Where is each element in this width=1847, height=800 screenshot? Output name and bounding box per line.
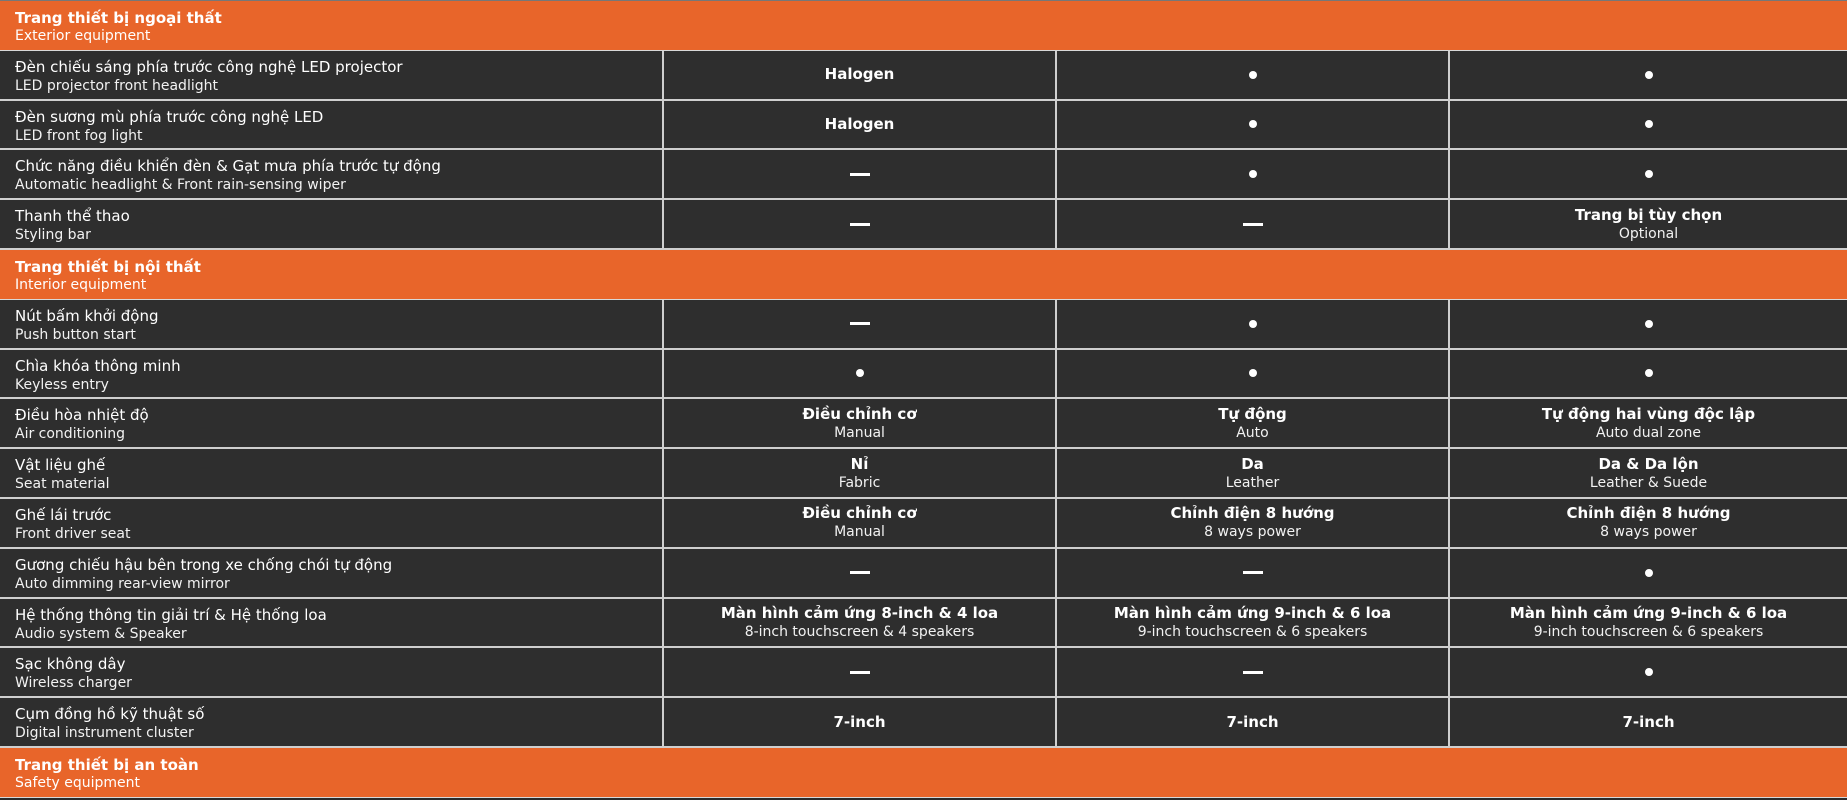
value-cell-trim-2	[1057, 648, 1450, 698]
standard-dot-icon	[1645, 668, 1653, 676]
feature-name-en: LED front fog light	[15, 127, 143, 144]
feature-name-vi: Ghế lái trước	[15, 505, 112, 524]
value-cell-trim-2	[1057, 449, 1450, 499]
value-text-vi: Màn hình cảm ứng 9-inch & 6 loa	[1509, 603, 1788, 622]
value-cell-trim-1	[664, 150, 1057, 200]
standard-dot-icon	[1249, 170, 1257, 178]
value-cell-trim-3	[1450, 549, 1847, 599]
section-header	[0, 250, 1847, 300]
value-cell-trim-2	[1057, 300, 1450, 350]
value-text-en: 8 ways power	[1600, 524, 1697, 541]
value-cell-trim-2	[1057, 599, 1450, 649]
standard-dot-icon	[1249, 320, 1257, 328]
feature-name-en: Air conditioning	[15, 426, 126, 443]
value-text-vi: Tự động	[1218, 404, 1287, 423]
value-cell-trim-2	[1057, 51, 1450, 101]
feature-name-vi: Chìa khóa thông minh	[15, 356, 181, 375]
value-text-en: Auto	[1236, 424, 1269, 441]
value-cell-trim-3	[1450, 599, 1847, 649]
value-cell-trim-3	[1450, 648, 1847, 698]
feature-label-cell	[0, 200, 664, 250]
value-cell-trim-3	[1450, 350, 1847, 400]
standard-dot-icon	[856, 369, 864, 377]
value-cell-trim-2	[1057, 200, 1450, 250]
value-text-en: Leather	[1225, 474, 1280, 491]
value-text-vi: Da	[1241, 454, 1264, 473]
value-cell-trim-2	[1057, 101, 1450, 151]
value-text: Halogen	[824, 114, 895, 133]
value-cell-trim-3	[1450, 300, 1847, 350]
section-title-en: Exterior equipment	[15, 28, 151, 44]
feature-name-vi: Sạc không dây	[15, 655, 126, 674]
value-text-vi: Chỉnh điện 8 hướng	[1170, 504, 1335, 523]
standard-dot-icon	[1249, 369, 1257, 377]
value-text-vi: Da & Da lộn	[1598, 454, 1699, 473]
feature-name-vi: Cụm đồng hồ kỹ thuật số	[15, 705, 205, 724]
not-available-dash-icon	[850, 671, 870, 674]
value-text-en: Leather & Suede	[1589, 474, 1708, 491]
value-text-vi: Điều chỉnh cơ	[802, 404, 917, 423]
value-text-vi: Chỉnh điện 8 hướng	[1566, 504, 1731, 523]
value-cell-trim-1	[664, 399, 1057, 449]
feature-name-en: Keyless entry	[15, 376, 109, 393]
not-available-dash-icon	[850, 173, 870, 176]
value-cell-trim-1	[664, 200, 1057, 250]
value-cell-trim-3	[1450, 150, 1847, 200]
feature-label-cell	[0, 101, 664, 151]
feature-name-en: Wireless charger	[15, 675, 132, 692]
value-cell-trim-1	[664, 300, 1057, 350]
value-cell-trim-1	[664, 350, 1057, 400]
feature-label-cell	[0, 698, 664, 748]
feature-name-en: Front driver seat	[15, 525, 131, 542]
feature-name-vi: Hệ thống thông tin giải trí & Hệ thống loa	[15, 605, 327, 624]
feature-label-cell	[0, 648, 664, 698]
value-cell-trim-3	[1450, 698, 1847, 748]
standard-dot-icon	[1645, 170, 1653, 178]
feature-label-cell	[0, 399, 664, 449]
section-title-vi: Trang thiết bị nội thất	[15, 257, 201, 276]
section-title-vi: Trang thiết bị ngoại thất	[15, 9, 222, 27]
value-cell-trim-3	[1450, 499, 1847, 549]
value-text-vi: Màn hình cảm ứng 9-inch & 6 loa	[1113, 603, 1392, 622]
value-text-vi: Màn hình cảm ứng 8-inch & 4 loa	[720, 603, 999, 622]
value-cell-trim-1	[664, 698, 1057, 748]
not-available-dash-icon	[1243, 571, 1263, 574]
feature-name-vi: Chức năng điều khiển đèn & Gạt mưa phía trước tự động	[15, 157, 441, 176]
value-text-vi: Điều chỉnh cơ	[802, 504, 917, 523]
not-available-dash-icon	[850, 571, 870, 574]
value-cell-trim-1	[664, 648, 1057, 698]
feature-name-vi: Đèn chiếu sáng phía trước công nghệ LED projector	[15, 57, 403, 76]
value-cell-trim-2	[1057, 399, 1450, 449]
feature-name-vi: Vật liệu ghế	[15, 456, 106, 475]
feature-name-vi: Điều hòa nhiệt độ	[15, 406, 149, 425]
value-cell-trim-3	[1450, 449, 1847, 499]
not-available-dash-icon	[1243, 223, 1263, 226]
feature-label-cell	[0, 51, 664, 101]
standard-dot-icon	[1645, 320, 1653, 328]
section-title-en: Interior equipment	[15, 276, 147, 293]
value-text-en: Fabric	[838, 474, 881, 491]
feature-name-en: Seat material	[15, 476, 110, 493]
value-cell-trim-2	[1057, 549, 1450, 599]
section-title-vi: Trang thiết bị an toàn	[15, 755, 199, 774]
feature-label-cell	[0, 499, 664, 549]
value-cell-trim-1	[664, 449, 1057, 499]
feature-name-en: Automatic headlight & Front rain-sensing wiper	[15, 177, 346, 194]
value-text-en: 9-inch touchscreen & 6 speakers	[1533, 623, 1764, 640]
value-text-en: 9-inch touchscreen & 6 speakers	[1137, 623, 1368, 640]
value-cell-trim-1	[664, 499, 1057, 549]
value-text-en: Auto dual zone	[1595, 424, 1702, 441]
section-header	[0, 1, 1847, 51]
not-available-dash-icon	[850, 223, 870, 226]
standard-dot-icon	[1645, 569, 1653, 577]
feature-label-cell	[0, 350, 664, 400]
value-text-en: 8 ways power	[1204, 524, 1301, 541]
value-cell-trim-3	[1450, 101, 1847, 151]
value-cell-trim-1	[664, 549, 1057, 599]
value-text: 7-inch	[1622, 712, 1675, 731]
standard-dot-icon	[1249, 120, 1257, 128]
feature-label-cell	[0, 599, 664, 649]
feature-name-en: Audio system & Speaker	[15, 625, 187, 642]
value-text-vi: Tự động hai vùng độc lập	[1541, 404, 1756, 423]
standard-dot-icon	[1645, 71, 1653, 79]
standard-dot-icon	[1645, 369, 1653, 377]
value-text: 7-inch	[1226, 712, 1279, 731]
value-text: Halogen	[824, 65, 895, 84]
feature-name-en: Styling bar	[15, 227, 91, 244]
feature-name-vi: Gương chiếu hậu bên trong xe chống chói tự động	[15, 555, 393, 574]
value-text-vi: Nỉ	[850, 454, 869, 473]
feature-name-en: Push button start	[15, 326, 136, 343]
value-text-en: 8-inch touchscreen & 4 speakers	[744, 623, 975, 640]
value-text-vi: Trang bị tùy chọn	[1574, 205, 1723, 224]
feature-label-cell	[0, 150, 664, 200]
feature-label-cell	[0, 449, 664, 499]
feature-label-cell	[0, 549, 664, 599]
feature-name-en: Auto dimming rear-view mirror	[15, 575, 230, 592]
feature-name-vi: Thanh thể thao	[15, 207, 130, 226]
section-title-en: Safety equipment	[15, 774, 140, 791]
value-cell-trim-2	[1057, 499, 1450, 549]
feature-label-cell	[0, 300, 664, 350]
feature-name-en: Digital instrument cluster	[15, 725, 194, 742]
section-header	[0, 748, 1847, 798]
value-cell-trim-2	[1057, 698, 1450, 748]
feature-name-en: LED projector front headlight	[15, 77, 218, 94]
value-cell-trim-1	[664, 599, 1057, 649]
value-cell-trim-2	[1057, 150, 1450, 200]
value-cell-trim-3	[1450, 200, 1847, 250]
value-cell-trim-1	[664, 51, 1057, 101]
feature-name-vi: Nút bấm khởi động	[15, 306, 159, 325]
value-text: 7-inch	[833, 712, 886, 731]
value-text-en: Manual	[834, 524, 885, 541]
value-cell-trim-3	[1450, 51, 1847, 101]
standard-dot-icon	[1645, 120, 1653, 128]
value-cell-trim-1	[664, 101, 1057, 151]
standard-dot-icon	[1249, 71, 1257, 79]
value-cell-trim-2	[1057, 350, 1450, 400]
not-available-dash-icon	[850, 322, 870, 325]
value-text-en: Optional	[1618, 225, 1679, 242]
value-cell-trim-3	[1450, 399, 1847, 449]
value-text-en: Manual	[834, 424, 885, 441]
not-available-dash-icon	[1243, 671, 1263, 674]
feature-name-vi: Đèn sương mù phía trước công nghệ LED	[15, 107, 324, 126]
